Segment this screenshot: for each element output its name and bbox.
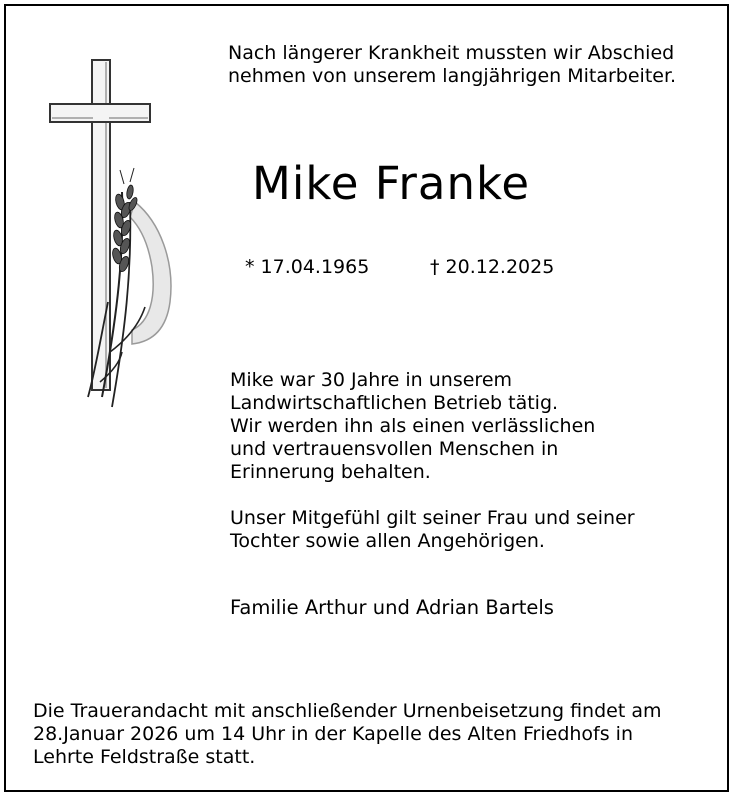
tribute-line: Wir werden ihn als einen verlässlichen — [230, 415, 596, 437]
service-info — [33, 700, 713, 769]
intro-line: nehmen von unserem langjährigen Mitarbeiter. — [228, 65, 677, 87]
cross-with-wheat-icon — [40, 52, 190, 417]
service-line: Lehrte Feldstraße statt. — [33, 746, 256, 768]
tribute-line: Landwirtschaftlichen Betrieb tätig. — [230, 392, 559, 414]
birth-date: * 17.04.1965 — [245, 256, 370, 278]
tribute-line: Erinnerung behalten. — [230, 461, 431, 483]
tribute-paragraph-2 — [230, 507, 650, 553]
tribute-paragraph-1 — [230, 369, 650, 484]
deceased-name: Mike Franke — [252, 157, 531, 210]
death-date: † 20.12.2025 — [430, 256, 555, 278]
service-line: 28.Januar 2026 um 14 Uhr in der Kapelle des Alten Friedhofs in — [33, 723, 633, 745]
tribute-line: und vertrauensvollen Menschen in — [230, 438, 559, 460]
service-line: Die Trauerandacht mit anschließender Urnenbeisetzung findet am — [33, 700, 662, 722]
tribute-line: Tochter sowie allen Angehörigen. — [230, 530, 545, 552]
intro-text — [228, 42, 708, 88]
signature: Familie Arthur und Adrian Bartels — [230, 596, 554, 619]
intro-line: Nach längerer Krankheit mussten wir Abschied — [228, 42, 675, 64]
tribute-line: Unser Mitgefühl gilt seiner Frau und seiner — [230, 507, 635, 529]
tribute-line: Mike war 30 Jahre in unserem — [230, 369, 513, 391]
